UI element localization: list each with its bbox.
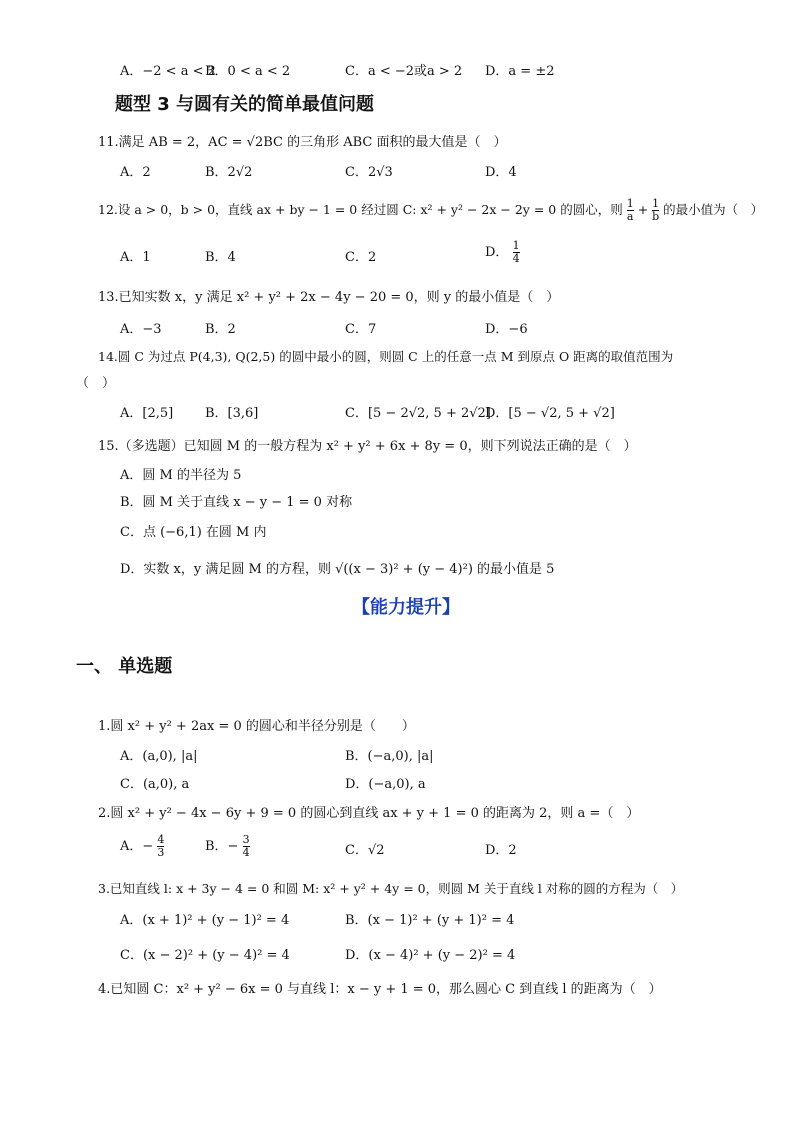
q12-stem-after: 的最小值为（ ） [663, 202, 764, 218]
q15-option-a: A．圆 M 的半径为 5 [120, 468, 242, 483]
question-14-stem-line2: （ ） [76, 376, 116, 391]
section-title: 题型 3 与圆有关的简单最值问题 [115, 94, 375, 115]
q11-option-a: A．2 [120, 165, 151, 180]
q12-option-d-fraction [513, 240, 520, 265]
q14-option-a: A．[2,5] [120, 406, 174, 421]
question-11-stem: 11.满足 AB = 2，AC = √2BC 的三角形 ABC 面积的最大值是（ ） [98, 135, 507, 150]
p1-option-b: B．(−a,0), |a| [345, 749, 434, 764]
q12-frac1-num: 1 [626, 197, 634, 210]
p2-option-a [120, 834, 164, 859]
p2-option-a-label: A．− [120, 839, 154, 855]
p1-option-a: A．(a,0), |a| [120, 749, 198, 764]
q13-option-b: B．2 [205, 322, 236, 337]
q12-option-d-label: D． [485, 245, 509, 261]
q15-option-d: D．实数 x，y 满足圆 M 的方程，则 √((x − 3)² + (y − 4)²) 的最小值是 5 [120, 562, 555, 577]
q13-option-a: A．−3 [120, 322, 162, 337]
q12-frac2-den: b [652, 210, 660, 224]
p2-option-b-label: B．− [205, 839, 239, 855]
q13-option-d: D．−6 [485, 322, 528, 337]
q14-option-d: D．[5 − √2, 5 + √2] [485, 406, 615, 421]
q12-option-b: B．4 [205, 250, 236, 265]
q12-stem-before: 12.设 a > 0，b > 0，直线 ax + by − 1 = 0 经过圆 C: x² + y² − 2x − 2y = 0 的圆心，则 [98, 202, 623, 218]
p3-option-a: A．(x + 1)² + (y − 1)² = 4 [120, 913, 290, 928]
q12-option-c: C．2 [345, 250, 377, 265]
q12-option-d [485, 240, 520, 265]
problem-1-stem: 1.圆 x² + y² + 2ax = 0 的圆心和半径分别是（ ） [98, 719, 415, 734]
part-title: 一、 单选题 [76, 656, 173, 677]
p2-option-b [205, 834, 250, 859]
p3-option-d: D．(x − 4)² + (y − 2)² = 4 [345, 948, 516, 963]
question-15-stem: 15.（多选题）已知圆 M 的一般方程为 x² + y² + 6x + 8y = 0，则下列说法正确的是（ ） [98, 439, 637, 454]
p2-option-d: D．2 [485, 843, 517, 858]
q14-option-b: B．[3,6] [205, 406, 259, 421]
option-b: B．0 < a < 2 [205, 64, 291, 79]
q14-option-c: C．[5 − 2√2, 5 + 2√2] [345, 406, 491, 421]
question-12-stem [98, 198, 763, 223]
p3-option-b: B．(x − 1)² + (y + 1)² = 4 [345, 913, 515, 928]
q12-fraction-1 [627, 198, 634, 223]
q15-option-c: C．点 (−6,1) 在圆 M 内 [120, 525, 267, 540]
p2-b-den: 4 [242, 846, 250, 860]
p2-option-b-fraction [243, 834, 250, 859]
option-c: C．a < −2或a > 2 [345, 64, 463, 79]
p2-option-a-fraction [157, 834, 164, 859]
problem-2-stem: 2.圆 x² + y² − 4x − 6y + 9 = 0 的圆心到直线 ax + y + 1 = 0 的距离为 2，则 a =（ ） [98, 806, 640, 821]
question-14-stem-line1: 14.圆 C 为过点 P(4,3), Q(2,5) 的圆中最小的圆，则圆 C 上的任意一点 M 到原点 O 距离的取值范围为 [98, 349, 674, 364]
q12-frac1-den: a [626, 210, 634, 224]
q12-fraction-2 [652, 198, 659, 223]
q12-option-a: A．1 [120, 250, 151, 265]
ability-title: 【能力提升】 [352, 597, 460, 618]
problem-3-stem: 3.已知直线 l: x + 3y − 4 = 0 和圆 M: x² + y² + 4y = 0，则圆 M 关于直线 l 对称的圆的方程为（ ） [98, 881, 684, 896]
q12-d-den: 4 [512, 252, 520, 266]
p2-a-num: 4 [157, 833, 165, 846]
p2-a-den: 3 [157, 846, 165, 860]
p3-option-c: C．(x − 2)² + (y − 4)² = 4 [120, 948, 290, 963]
q15-option-b: B．圆 M 关于直线 x − y − 1 = 0 对称 [120, 495, 353, 510]
q12-frac2-num: 1 [652, 197, 660, 210]
q11-option-b: B．2√2 [205, 165, 253, 180]
question-13-stem: 13.已知实数 x，y 满足 x² + y² + 2x − 4y − 20 = 0，则 y 的最小值是（ ） [98, 290, 560, 305]
problem-4-stem: 4.已知圆 C：x² + y² − 6x = 0 与直线 l：x − y + 1 = 0，那么圆心 C 到直线 l 的距离为（ ） [98, 982, 662, 997]
option-a: A．−2 < a < 2 [120, 64, 216, 79]
p2-b-num: 3 [242, 833, 250, 846]
q11-option-d: D．4 [485, 165, 517, 180]
option-d: D．a = ±2 [485, 64, 555, 79]
q12-plus: + [637, 202, 653, 218]
q13-option-c: C．7 [345, 322, 377, 337]
p1-option-c: C．(a,0), a [120, 777, 190, 792]
p1-option-d: D．(−a,0), a [345, 777, 426, 792]
q12-d-num: 1 [512, 239, 520, 252]
q11-option-c: C．2√3 [345, 165, 393, 180]
p2-option-c: C．√2 [345, 843, 385, 858]
